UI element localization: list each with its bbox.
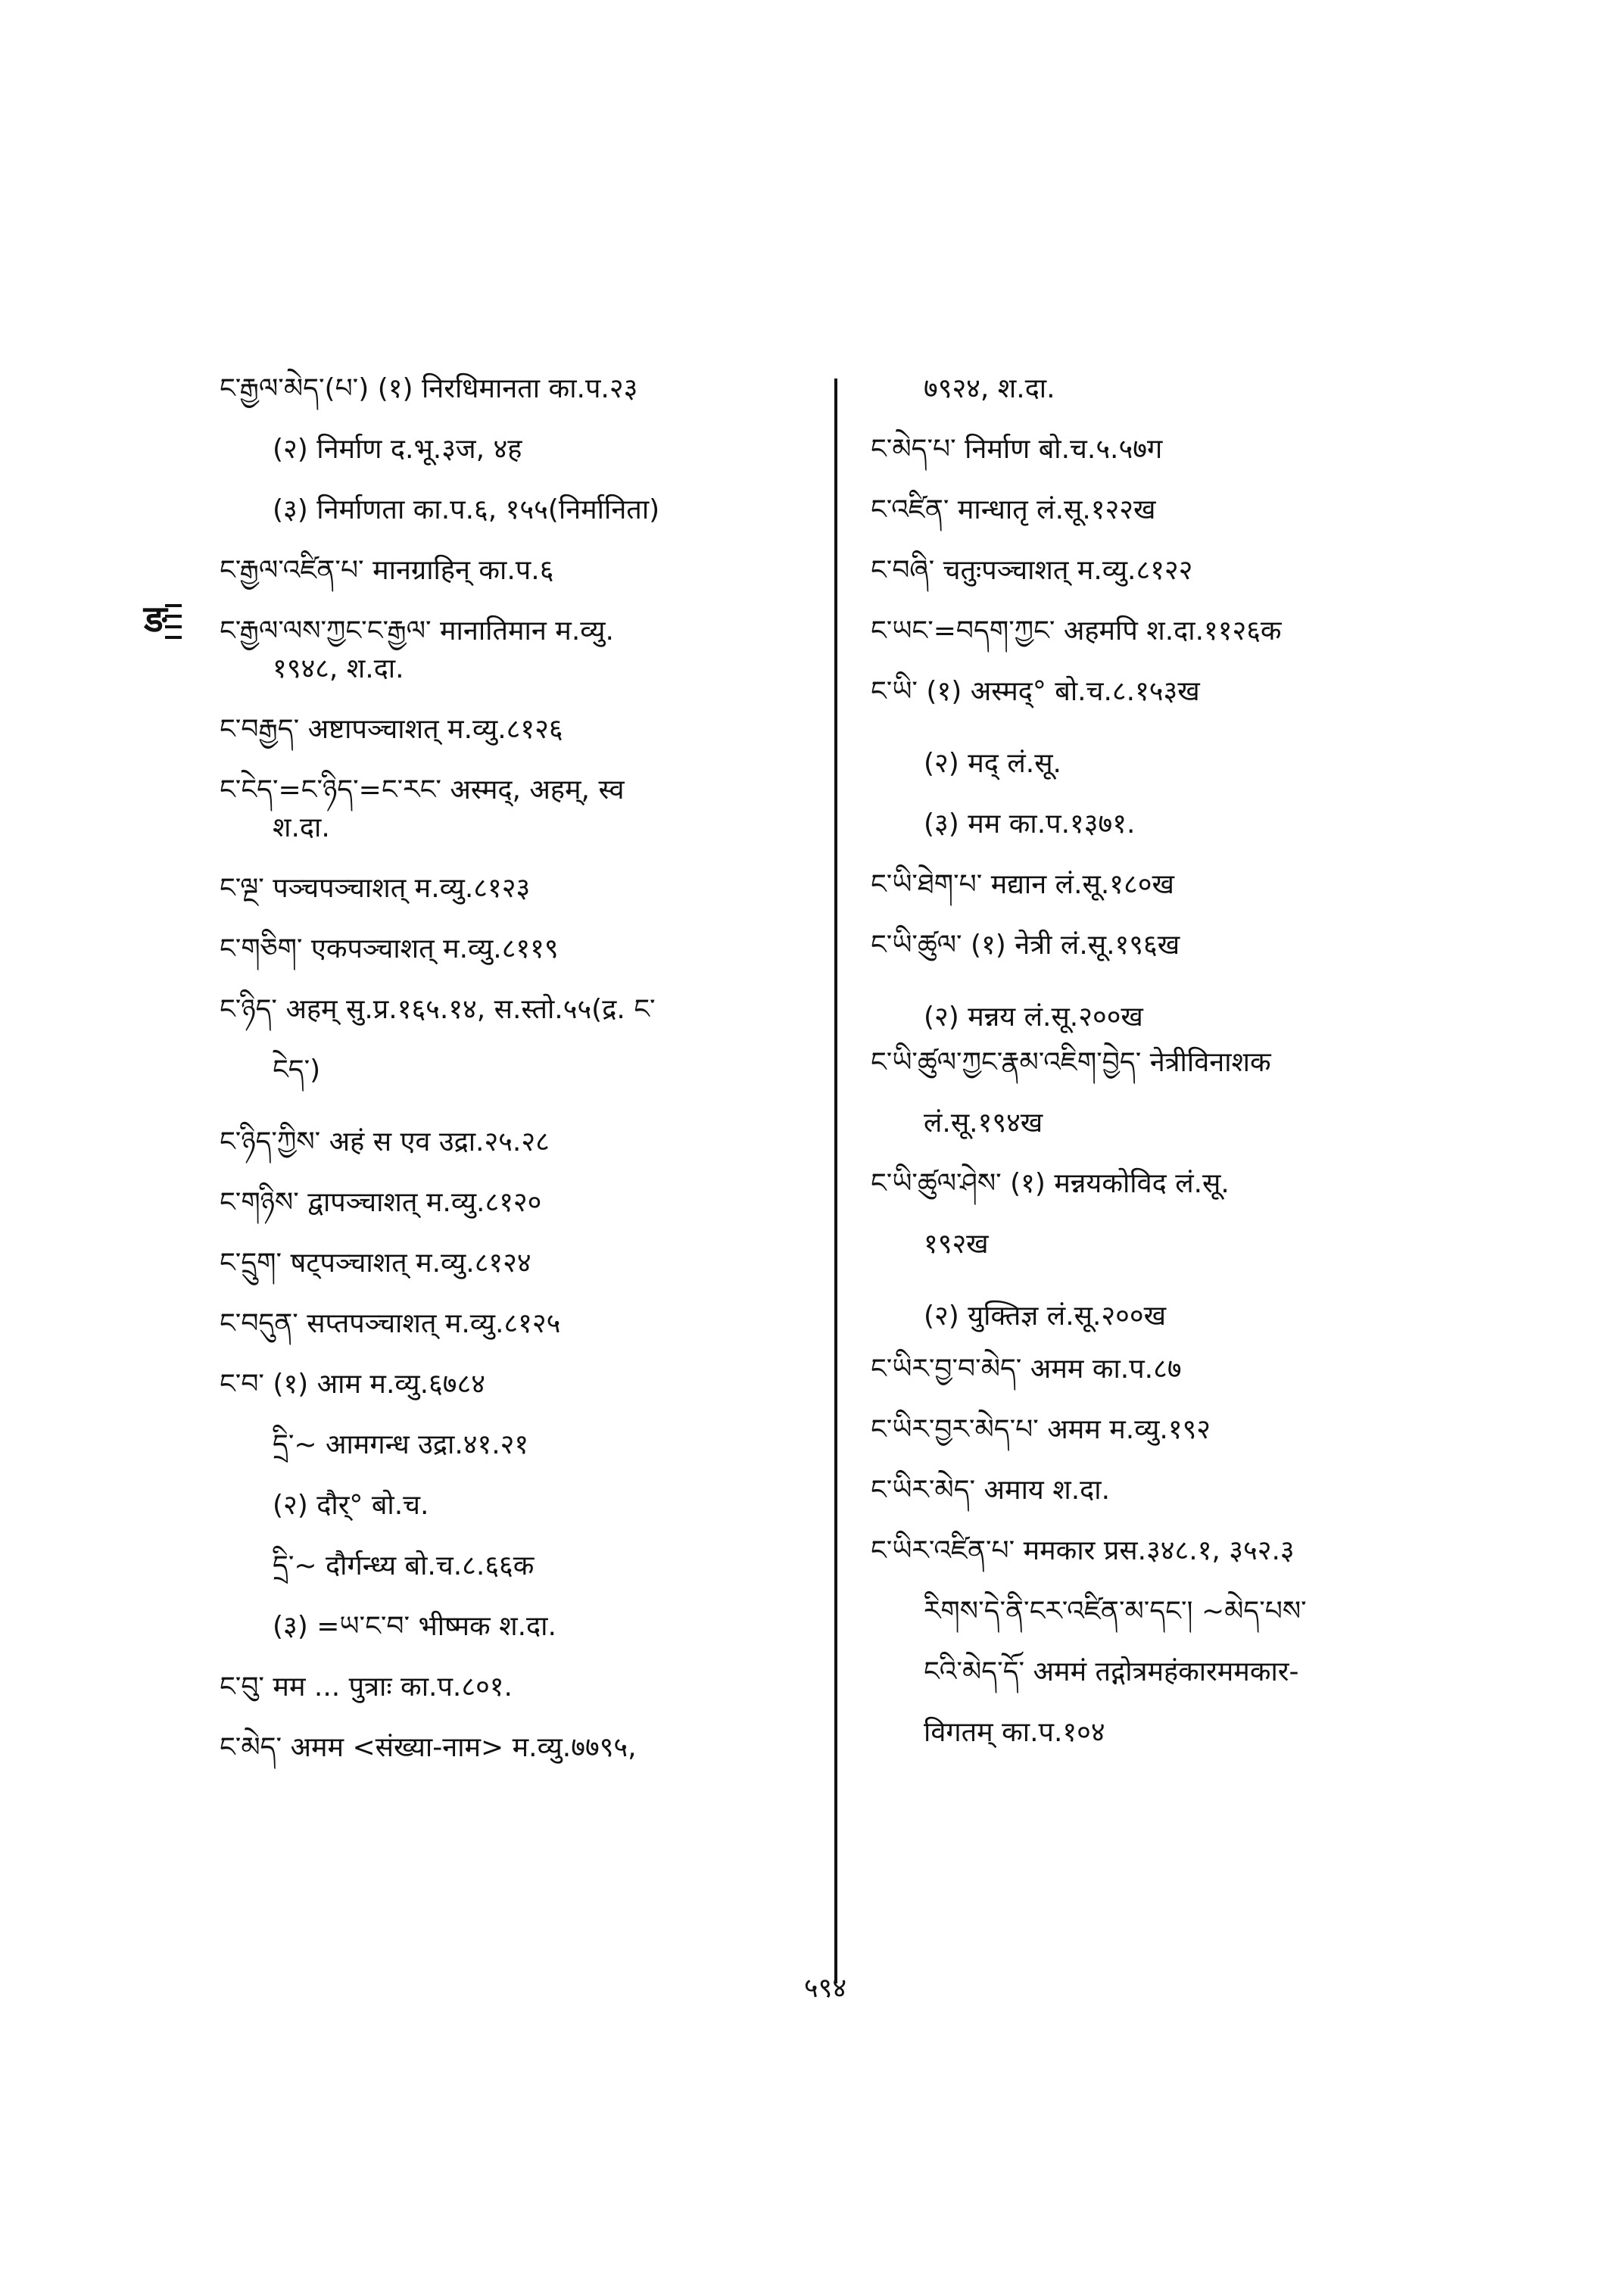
dictionary-entry-line: རིགས་དེ་ནི་ངར་འཛིན་མ་དང་། ~མེད་པས་ bbox=[924, 1596, 1307, 1627]
dictionary-entry-line: ང་ཡི་ཚུལ་ (१) नेत्री लं.सू.१९६ख bbox=[871, 930, 1180, 961]
dictionary-entry-line: དྲི་~ आमगन्ध उद्रा.४१.२१ bbox=[273, 1429, 529, 1460]
dictionary-entry-line: ང་ངེད་=ང་ཉིད་=ང་རང་ अस्मद्, अहम्, स्व bbox=[220, 774, 625, 805]
dictionary-entry-line: (२) मन्नय लं.सू.२००ख bbox=[924, 1002, 1143, 1033]
dictionary-entry-line: ང་ཡིར་འཛིན་པ་ ममकार प्रस.३४८.१, ३५२.३ bbox=[871, 1535, 1295, 1566]
left-column bbox=[220, 371, 818, 1790]
dictionary-entry-line: ང་ཡང་=བདག་ཀྱང་ अहमपि श.दा.११२६क bbox=[871, 615, 1282, 646]
dictionary-entry-line: ངེད་) bbox=[273, 1055, 321, 1086]
dictionary-entry-line: ང་ཡི་ཚུལ་ཀྱང་རྣམ་འཇིག་བྱེད་ नेत्रीविनाशक bbox=[871, 1047, 1271, 1078]
dictionary-entry-line: ང་ཡིར་མེད་ अमाय श.दा. bbox=[871, 1475, 1111, 1506]
column-divider bbox=[834, 379, 837, 1983]
right-column bbox=[871, 371, 1469, 1775]
dictionary-entry-line: ང་ཡིར་བྱ་བ་མེད་ अमम का.प.८७ bbox=[871, 1354, 1182, 1385]
dictionary-entry-line: ང་བདུན་ सप्तपञ्चाशत् म.व्यु.८१२५ bbox=[220, 1308, 561, 1339]
dictionary-entry-line: (२) मद् लं.सू. bbox=[924, 748, 1061, 779]
thumb-index-tab bbox=[144, 598, 183, 651]
dictionary-entry-line: (३) =ཡ་ང་བ་ भीष्मक श.दा. bbox=[273, 1611, 556, 1642]
dictionary-entry-line: ང་ཡི་ཐེག་པ་ मद्यान लं.सू.१८०ख bbox=[871, 869, 1174, 900]
dictionary-entry-line: १९२ख bbox=[924, 1229, 989, 1260]
dictionary-entry-line: लं.सू.१९४ख bbox=[924, 1108, 1043, 1139]
dictionary-entry-line: ང་མེད་ अमम <संख्या-नाम> म.व्यु.७७९५, bbox=[220, 1732, 637, 1763]
dictionary-entry-line: ང་ཉིད་ अहम् सु.प्र.१६५.१४, स.स्तो.५५(द्र. ང་ bbox=[220, 994, 656, 1025]
dictionary-entry-line: विगतम् का.प.१०४ bbox=[924, 1717, 1105, 1748]
dictionary-entry-line: ང་ཡི་ཚུལ་ཤེས་ (१) मन्नयकोविद लं.सू. bbox=[871, 1168, 1230, 1199]
dictionary-entry-line: ང་ལྔ་ पञ्चपञ्चाशत् म.व्यु.८१२३ bbox=[220, 873, 531, 904]
dictionary-entry-line: ང་བ་ (१) आम म.व्यु.६७८४ bbox=[220, 1369, 485, 1400]
dictionary-entry-line: ང་དྲུག་ षट्पञ्चाशत् म.व्यु.८१२४ bbox=[220, 1248, 531, 1279]
page-number: ५९४ bbox=[803, 1973, 847, 2004]
thumb-index-letter: ङ bbox=[144, 598, 167, 640]
dictionary-entry-line: ང་རྒྱལ་འཛིན་པ་ मानग्राहिन् का.प.६ bbox=[220, 555, 554, 586]
dictionary-entry-line: श.दा. bbox=[273, 812, 330, 843]
dictionary-entry-line: ང་གཅིག་ एकपञ्चाशत् म.व्यु.८११९ bbox=[220, 933, 559, 964]
dictionary-entry-line: ང་རྒྱལ་ལས་ཀྱང་ང་རྒྱལ་ मानातिमान म.व्यु. bbox=[220, 615, 614, 646]
dictionary-entry-line: ང་ཡི་ (१) अस्मद्° बो.च.८.१५३ख bbox=[871, 676, 1200, 707]
dictionary-entry-line: ང་རྒྱལ་མེད་(པ་) (१) निरधिमानता का.प.२३ bbox=[220, 373, 638, 404]
dictionary-entry-line: ང་བརྒྱད་ अष्टापञ्चाशत् म.व्यु.८१२६ bbox=[220, 714, 563, 745]
dictionary-entry-line: ང་ཉིད་ཀྱིས་ अहं स एव उद्रा.२५.२८ bbox=[220, 1126, 550, 1157]
dictionary-entry-line: ང་གཉིས་ द्वापञ्चाशत् म.व्यु.८१२० bbox=[220, 1187, 542, 1218]
dictionary-entry-line: (२) युक्तिज्ञ लं.सू.२००ख bbox=[924, 1301, 1167, 1332]
dictionary-entry-line: ང་ཡིར་བྱར་མེད་པ་ अमम म.व्यु.१९२ bbox=[871, 1414, 1211, 1445]
dictionary-entry-line: ང་འཛིན་ मान्धातृ लं.सू.१२२ख bbox=[871, 494, 1156, 525]
dictionary-entry-line: ངའི་མེད་དོ་ अममं तद्गोत्रमहंकारममकार- bbox=[924, 1656, 1299, 1687]
dictionary-entry-line: ७९२४, श.दा. bbox=[924, 373, 1055, 404]
dictionary-entry-line: १९४८, श.दा. bbox=[273, 653, 404, 684]
dictionary-entry-line: ང་བཞི་ चतुःपञ्चाशत् म.व्यु.८१२२ bbox=[871, 555, 1193, 586]
dictionary-entry-line: དྲི་~ दौर्गन्ध्य बो.च.८.६६क bbox=[273, 1550, 535, 1581]
dictionary-entry-line: ང་བུ་ मम ... पुत्राः का.प.८०१. bbox=[220, 1671, 513, 1703]
dictionary-entry-line: (३) मम का.प.१३७१. bbox=[924, 808, 1136, 840]
dictionary-entry-line: ང་མེད་པ་ निर्माण बो.च.५.५७ग bbox=[871, 434, 1163, 465]
dictionary-entry-line: (३) निर्माणता का.प.६, १५५(निर्मानिता) bbox=[273, 494, 660, 525]
dictionary-entry-line: (२) दौर्° बो.च. bbox=[273, 1490, 429, 1521]
dictionary-entry-line: (२) निर्माण द.भू.३ज, ४ह bbox=[273, 434, 522, 465]
